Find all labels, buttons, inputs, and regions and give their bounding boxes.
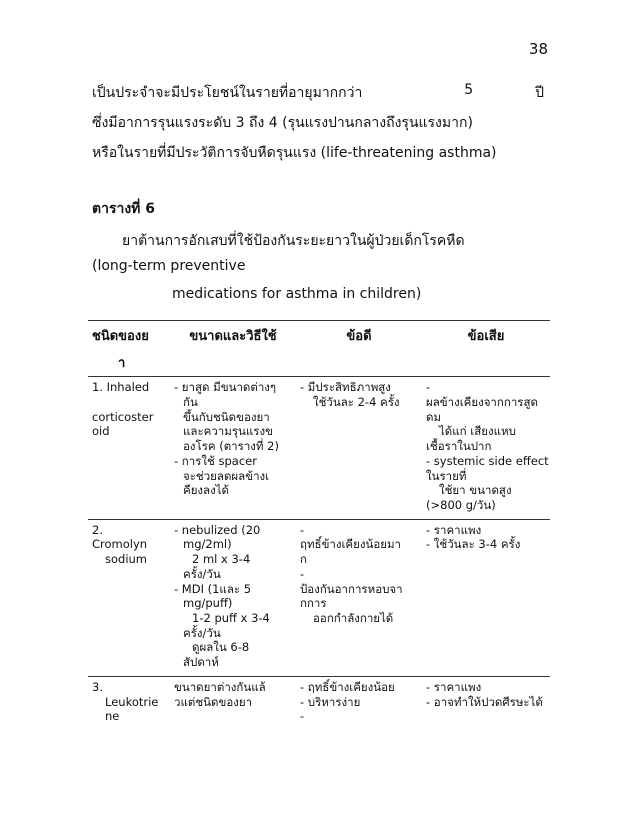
- table-row: [88, 519, 550, 676]
- header-advantages: ข้อดี: [296, 321, 422, 377]
- table-row: [88, 377, 550, 519]
- cell-advantages: - ฤทธิ์ข้างเคียงน้อย - บริหารง่าย -: [300, 679, 395, 724]
- intro-line-2: ซึ่งมีอาการรุนแรงระดับ 3 ถึง 4 (รุนแรงปานกลางถึงรุนแรงมาก): [92, 115, 473, 131]
- table-label: ตารางที่ 6: [92, 201, 156, 217]
- table-caption-thai: ยาต้านการอักเสบที่ใช้ป้องกันระยะยาวในผู้ป่วยเด็กโรคหืด: [122, 233, 465, 249]
- intro-line-1: [92, 82, 544, 104]
- intro-line-1-unit: ปี: [535, 85, 544, 101]
- cell-disadvantages: - ผลข้างเคียงจากการสูด ดม ได้แก่ เสียงแหบ เชื้อราในปาก - systemic side effect ในรายที่ ใช้ยา ขนาดสูง (>800 g/วัน): [422, 377, 550, 519]
- cell-advantages: - ฤทธิ์ข้างเคียงน้อยมา ก - ป้องกันอาการหอบจา กการ ออกกำลังกายได้: [296, 519, 422, 676]
- table-caption-english-2: medications for asthma in children): [172, 286, 422, 302]
- header-dose-usage: ขนาดและวิธีใช้: [170, 321, 296, 377]
- table-header-row: [88, 321, 550, 377]
- intro-line-1-number: 5: [464, 82, 474, 98]
- cell-disadvantages: - ราคาแพง - อาจทำให้ปวดศีรษะได้: [426, 679, 543, 709]
- page-number: 38: [528, 40, 548, 58]
- table-row: [88, 676, 550, 730]
- cell-dose-usage: ขนาดยาต่างกันแล้ วแต่ชนิดของยา: [174, 679, 266, 709]
- cell-dose-usage: - nebulized (20 mg/2ml) 2 ml x 3-4 ครั้ง/วัน - MDI (1และ 5 mg/puff) 1-2 puff x 3-4 ครั้ง/วัน ดูผลใน 6-8 สัปดาห์: [170, 519, 296, 676]
- cell-disadvantages: - ราคาแพง - ใช้วันละ 3-4 ครั้ง: [422, 519, 550, 676]
- cell-dose-usage: - ยาสูด มีขนาดต่างๆ กัน ขึ้นกับชนิดของยา และความรุนแรงข องโรค (ตารางที่ 2) - การใช้ spacer จะช่วยลดผลข้างเ คียงลงได้: [170, 377, 296, 519]
- medication-table: [88, 320, 550, 730]
- table-caption-english-1: (long-term preventive: [92, 258, 246, 274]
- cell-advantages: - มีประสิทธิภาพสูง ใช้วันละ 2-4 ครั้ง: [296, 377, 422, 519]
- cell-drug-type: 1. Inhaled corticoster oid: [88, 377, 170, 519]
- cell-drug-type: 3. Leukotrie ne: [92, 679, 159, 724]
- header-disadvantages: ข้อเสีย: [422, 321, 550, 377]
- cell-drug-type: 2. Cromolyn sodium: [88, 519, 170, 676]
- header-drug-type: ชนิดของย า: [88, 321, 170, 377]
- intro-line-3: หรือในรายที่มีประวัติการจับหืดรุนแรง (life-threatening asthma): [92, 145, 497, 161]
- intro-line-1-text: เป็นประจำจะมีประโยชน์ในรายที่อายุมากกว่า: [92, 85, 363, 101]
